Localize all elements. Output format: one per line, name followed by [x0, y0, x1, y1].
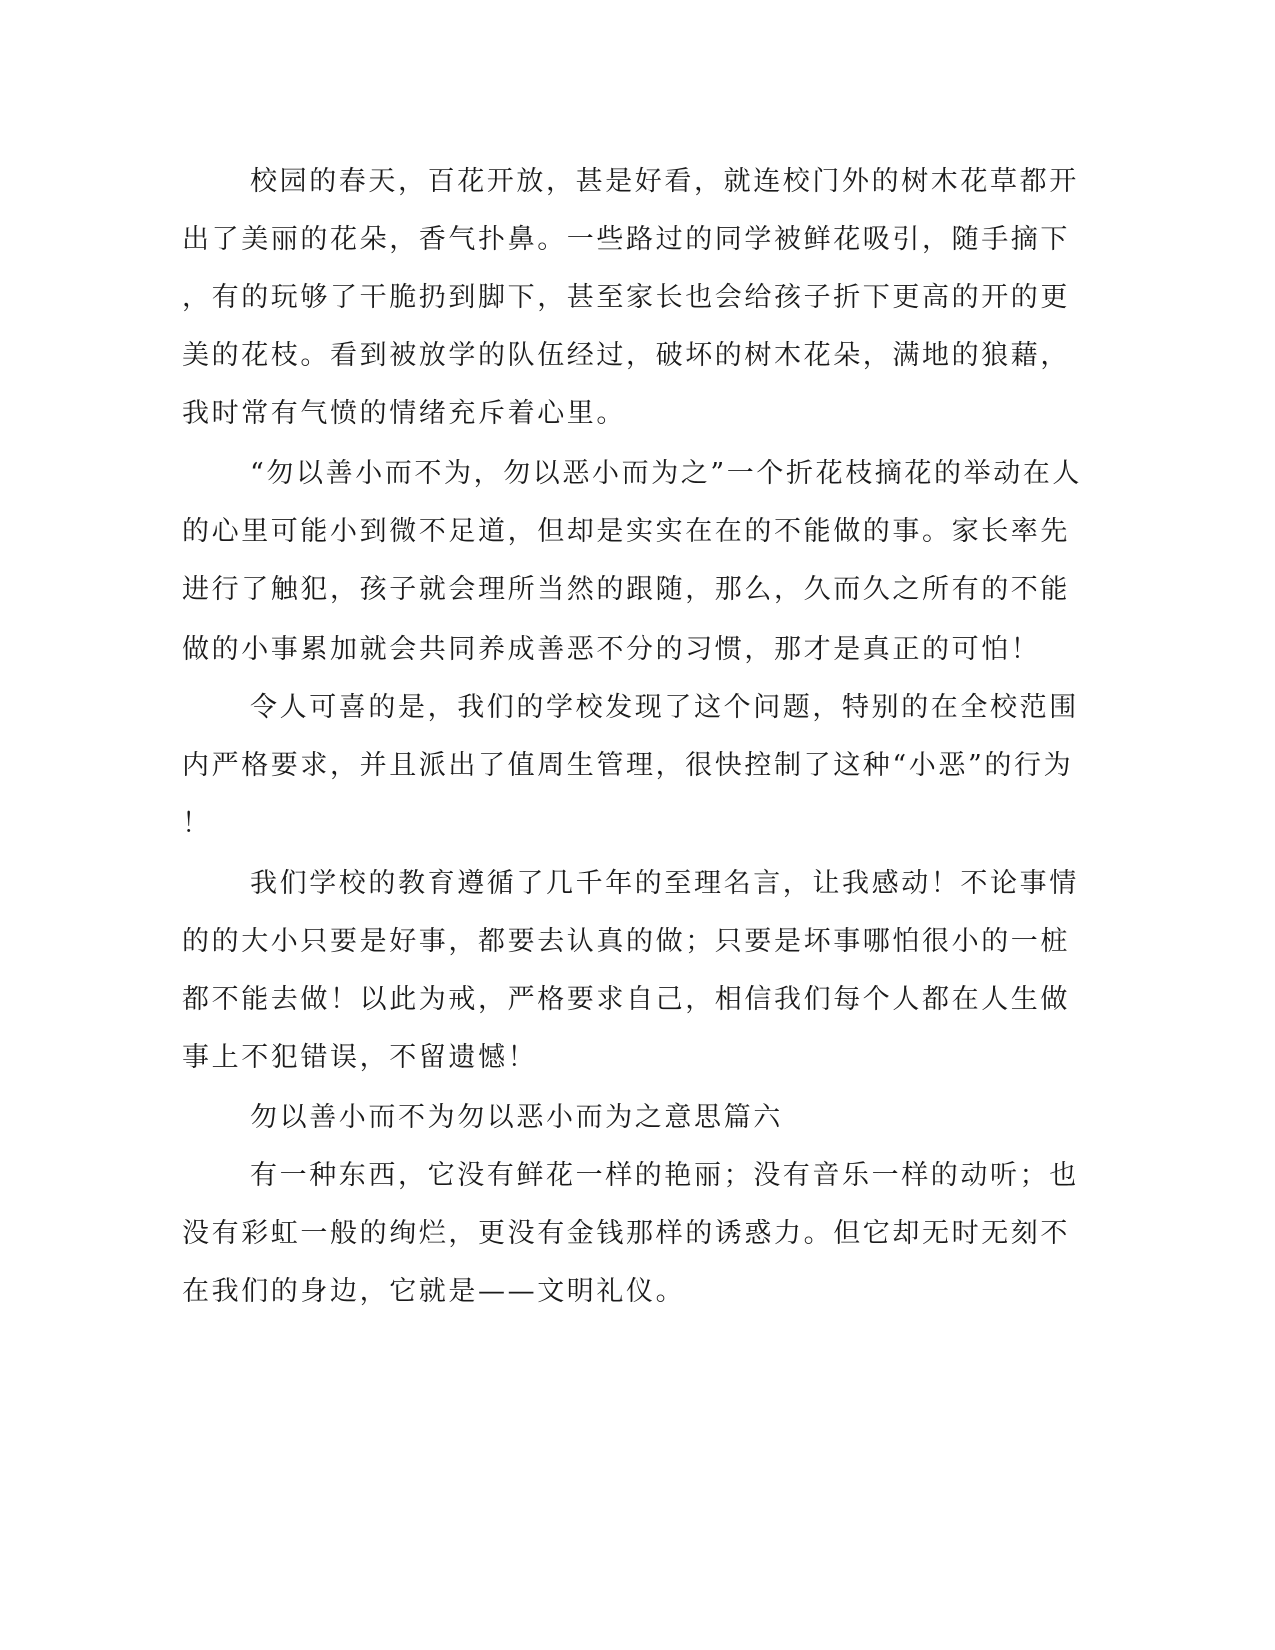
paragraph-3-line-2: 内严格要求，并且派出了值周生管理，很快控制了这种“小恶”的行为 — [182, 750, 1074, 781]
paragraph-2-line-4: 做的小事累加就会共同养成善恶不分的习惯，那才是真正的可怕！ — [182, 634, 1041, 665]
paragraph-1-line-1: 校园的春天，百花开放，甚是好看，就连校门外的树木花草都开 — [250, 166, 1079, 197]
paragraph-2-line-2: 的心里可能小到微不足道，但却是实实在在的不能做的事。家长率先 — [182, 516, 1070, 547]
paragraph-3-line-3: ！ — [182, 808, 212, 839]
paragraph-4-line-4: 事上不犯错误，不留遗憾！ — [182, 1042, 538, 1073]
paragraph-1-line-5: 我时常有气愤的情绪充斥着心里。 — [182, 398, 626, 429]
paragraph-4-line-2: 的的大小只要是好事，都要去认真的做；只要是坏事哪怕很小的一桩 — [182, 926, 1070, 957]
paragraph-2-line-3: 进行了触犯，孩子就会理所当然的跟随，那么，久而久之所有的不能 — [182, 574, 1070, 605]
paragraph-6-line-2: 没有彩虹一般的绚烂，更没有金钱那样的诱惑力。但它却无时无刻不 — [182, 1218, 1070, 1249]
paragraph-2-line-1: “勿以善小而不为，勿以恶小而为之”一个折花枝摘花的举动在人 — [250, 458, 1083, 489]
paragraph-6-line-3: 在我们的身边，它就是——文明礼仪。 — [182, 1276, 686, 1307]
paragraph-6-line-1: 有一种东西，它没有鲜花一样的艳丽；没有音乐一样的动听；也 — [250, 1160, 1079, 1191]
paragraph-1-line-2: 出了美丽的花朵，香气扑鼻。一些路过的同学被鲜花吸引，随手摘下 — [182, 224, 1070, 255]
paragraph-4-line-1: 我们学校的教育遵循了几千年的至理名言，让我感动！不论事情 — [250, 868, 1079, 899]
paragraph-1-line-4: 美的花枝。看到被放学的队伍经过，破坏的树木花朵，满地的狼藉， — [182, 340, 1070, 371]
section-heading: 勿以善小而不为勿以恶小而为之意思篇六 — [250, 1102, 783, 1133]
paragraph-3-line-1: 令人可喜的是，我们的学校发现了这个问题，特别的在全校范围 — [250, 692, 1079, 723]
paragraph-1-line-3: ，有的玩够了干脆扔到脚下，甚至家长也会给孩子折下更高的开的更 — [182, 282, 1070, 313]
paragraph-4-line-3: 都不能去做！以此为戒，严格要求自己，相信我们每个人都在人生做 — [182, 984, 1070, 1015]
